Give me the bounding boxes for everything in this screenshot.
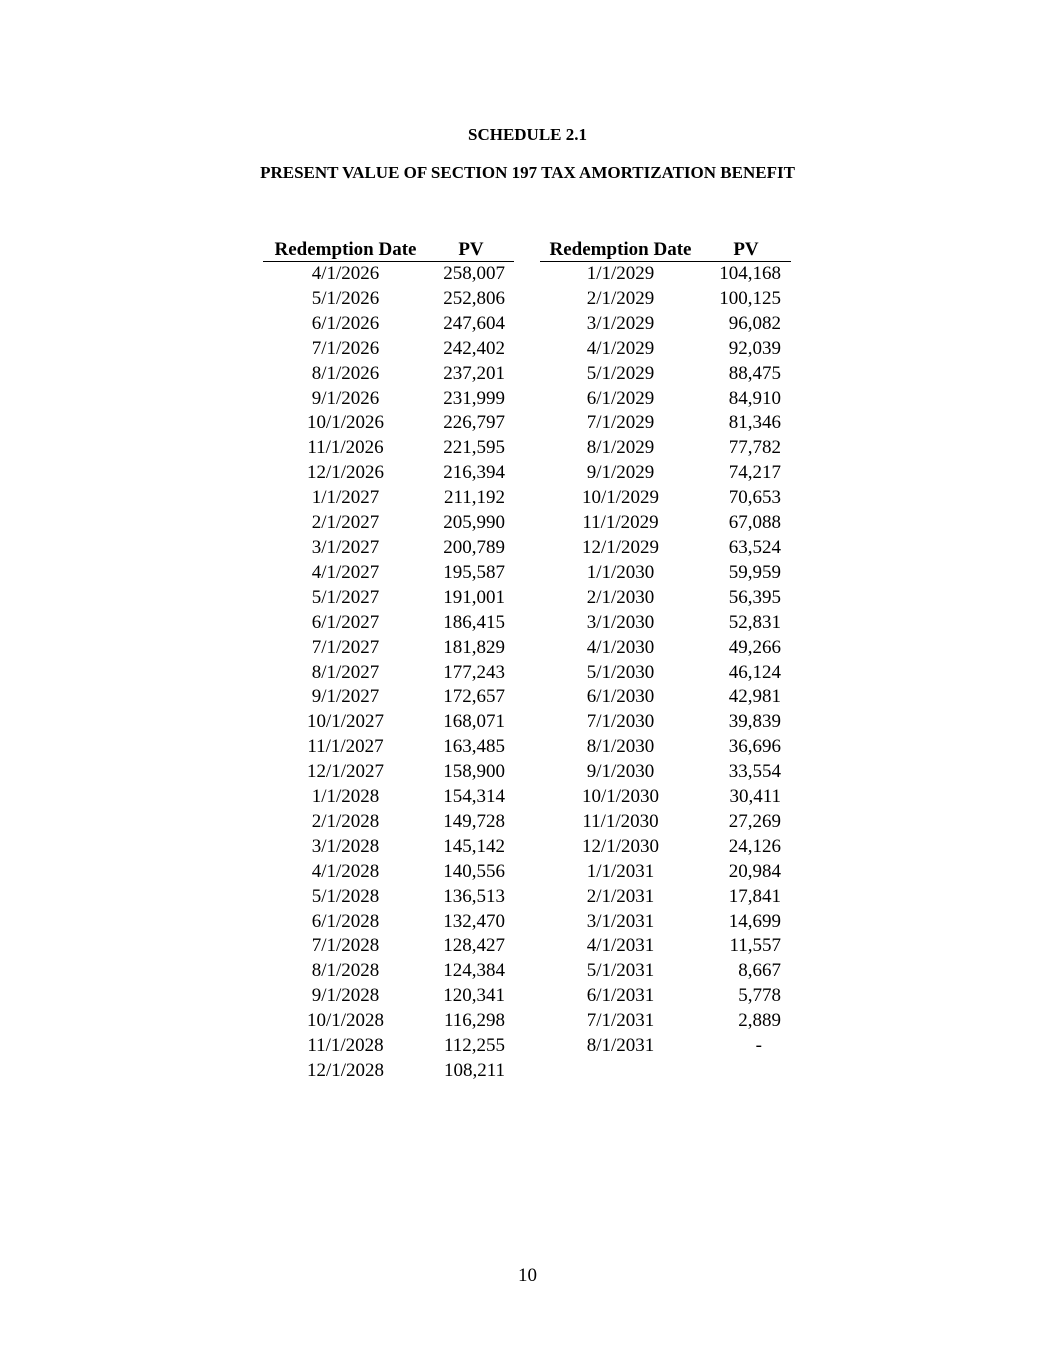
table-row: [263, 461, 514, 486]
table-row: [263, 959, 514, 984]
table-row: [263, 636, 514, 661]
redemption-date-cell: 4/1/2029: [586, 337, 655, 359]
pv-cell: 49,266: [728, 636, 781, 658]
redemption-date-cell: 9/1/2028: [311, 985, 380, 1007]
pv-table-left: [263, 238, 514, 1084]
pv-cell: 67,088: [728, 512, 781, 534]
redemption-date-cell: 9/1/2030: [586, 761, 655, 783]
table-row: [540, 984, 791, 1009]
pv-cell: 116,298: [443, 1010, 505, 1032]
table-row: [540, 611, 791, 636]
redemption-date-cell: 3/1/2027: [311, 536, 380, 558]
table-row: [263, 262, 514, 287]
redemption-date-cell: 8/1/2030: [586, 736, 655, 758]
table-row: [263, 411, 514, 436]
table-row: [263, 511, 514, 536]
pv-cell: 195,587: [443, 561, 505, 583]
table-row: [263, 337, 514, 362]
table-row: [540, 436, 791, 461]
redemption-date-cell: 2/1/2031: [586, 885, 655, 907]
pv-cell: 205,990: [443, 512, 505, 534]
pv-cell: 70,653: [728, 487, 781, 509]
table-row: [540, 561, 791, 586]
pv-table-right-body: [540, 262, 791, 1060]
table-row: [263, 1034, 514, 1059]
redemption-date-cell: 12/1/2027: [306, 761, 385, 783]
redemption-date-cell: 10/1/2026: [306, 412, 385, 434]
pv-cell: 242,402: [443, 337, 505, 359]
redemption-date-cell: 9/1/2026: [311, 387, 380, 409]
redemption-date-cell: 5/1/2029: [586, 362, 655, 384]
pv-cell: 59,959: [728, 561, 781, 583]
redemption-date-cell: 3/1/2030: [586, 611, 655, 633]
redemption-date-cell: 6/1/2027: [311, 611, 380, 633]
pv-cell: 136,513: [443, 885, 505, 907]
table-row: [263, 1009, 514, 1034]
pv-cell: 56,395: [728, 586, 781, 608]
pv-cell: 172,657: [443, 686, 505, 708]
redemption-date-cell: 8/1/2029: [586, 437, 655, 459]
redemption-date-cell: 12/1/2028: [306, 1060, 385, 1081]
table-row: [540, 536, 791, 561]
column-header-redemption-date: Redemption Date: [540, 238, 701, 262]
pv-cell: 158,900: [443, 761, 505, 783]
redemption-date-cell: 4/1/2031: [586, 935, 655, 957]
pv-cell: 181,829: [443, 636, 505, 658]
redemption-date-cell: 6/1/2031: [586, 985, 655, 1007]
pv-cell: 112,255: [443, 1035, 505, 1057]
redemption-date-cell: 6/1/2026: [311, 312, 380, 334]
pv-cell: 33,554: [728, 761, 781, 783]
pv-cell: 84,910: [728, 387, 781, 409]
table-row: [263, 984, 514, 1009]
pv-cell: 140,556: [443, 860, 505, 882]
redemption-date-cell: 2/1/2028: [311, 810, 380, 832]
redemption-date-cell: 12/1/2029: [581, 536, 660, 558]
table-row: [263, 611, 514, 636]
pv-cell: 186,415: [443, 611, 505, 633]
table-row: [540, 511, 791, 536]
redemption-date-cell: 7/1/2026: [311, 337, 380, 359]
redemption-date-cell: 11/1/2028: [307, 1035, 384, 1057]
pv-cell: 42,981: [728, 686, 781, 708]
table-row: [540, 885, 791, 910]
table-row: [263, 810, 514, 835]
redemption-date-cell: 10/1/2029: [581, 487, 660, 509]
table-row: [540, 287, 791, 312]
redemption-date-cell: 10/1/2028: [306, 1010, 385, 1032]
table-row: [540, 1009, 791, 1034]
pv-cell: 36,696: [728, 736, 781, 758]
redemption-date-cell: 1/1/2028: [311, 786, 380, 808]
redemption-date-cell: 2/1/2027: [311, 512, 380, 534]
pv-cell: 163,485: [443, 736, 505, 758]
pv-cell: 247,604: [443, 312, 505, 334]
table-row: [263, 685, 514, 710]
redemption-date-cell: 3/1/2031: [586, 910, 655, 932]
redemption-date-cell: 11/1/2026: [307, 437, 384, 459]
table-row: [263, 486, 514, 511]
redemption-date-cell: 11/1/2029: [582, 512, 659, 534]
redemption-date-cell: 10/1/2030: [581, 786, 660, 808]
pv-cell: 145,142: [443, 835, 505, 857]
table-header-row: [263, 238, 514, 262]
table-row: [540, 685, 791, 710]
pv-cell: 124,384: [443, 960, 505, 982]
table-row: [540, 312, 791, 337]
pv-cell: 100,125: [719, 287, 781, 309]
table-row: [263, 885, 514, 910]
table-row: [263, 536, 514, 561]
schedule-title: SCHEDULE 2.1: [467, 125, 588, 144]
pv-cell: 39,839: [728, 711, 781, 733]
pv-cell: 14,699: [728, 910, 781, 932]
redemption-date-cell: 3/1/2028: [311, 835, 380, 857]
pv-cell: 231,999: [443, 387, 505, 409]
pv-table-left-body: [263, 262, 514, 1084]
table-row: [540, 910, 791, 935]
table-row: [263, 436, 514, 461]
table-row: [263, 586, 514, 611]
table-row: [540, 387, 791, 412]
redemption-date-cell: 2/1/2029: [586, 287, 655, 309]
table-row: [540, 785, 791, 810]
pv-cell: 5,778: [738, 985, 781, 1007]
redemption-date-cell: 11/1/2030: [582, 810, 659, 832]
pv-cell: 191,001: [443, 586, 505, 608]
table-row: [263, 934, 514, 959]
redemption-date-cell: 5/1/2028: [311, 885, 380, 907]
table-header-row: [540, 238, 791, 262]
pv-cell: 177,243: [443, 661, 505, 683]
table-row: [540, 735, 791, 760]
pv-cell: 88,475: [728, 362, 781, 384]
pv-cell: 211,192: [443, 487, 505, 509]
pv-cell: 128,427: [443, 935, 505, 957]
table-row: [540, 636, 791, 661]
pv-cell: 120,341: [443, 985, 505, 1007]
table-row: [540, 461, 791, 486]
redemption-date-cell: 1/1/2030: [586, 561, 655, 583]
redemption-date-cell: 4/1/2028: [311, 860, 380, 882]
pv-cell: 52,831: [728, 611, 781, 633]
redemption-date-cell: 9/1/2027: [311, 686, 380, 708]
pv-cell: 221,595: [443, 437, 505, 459]
pv-cell: 24,126: [728, 835, 781, 857]
table-row: [263, 760, 514, 785]
redemption-date-cell: 5/1/2030: [586, 661, 655, 683]
pv-cell: 63,524: [728, 536, 781, 558]
redemption-date-cell: 2/1/2030: [586, 586, 655, 608]
redemption-date-cell: 5/1/2031: [586, 960, 655, 982]
pv-cell: 11,557: [729, 935, 781, 957]
pv-cell: 77,782: [728, 437, 781, 459]
table-row: [540, 411, 791, 436]
page-number: 10: [518, 1265, 537, 1286]
column-header-pv: PV: [428, 238, 514, 262]
table-row: [263, 1059, 514, 1084]
redemption-date-cell: 8/1/2028: [311, 960, 380, 982]
pv-cell: 96,082: [728, 312, 781, 334]
pv-cell: 74,217: [728, 462, 781, 484]
table-row: [540, 262, 791, 287]
redemption-date-cell: 3/1/2029: [586, 312, 655, 334]
redemption-date-cell: 5/1/2026: [311, 287, 380, 309]
redemption-date-cell: 6/1/2030: [586, 686, 655, 708]
table-row: [540, 710, 791, 735]
pv-cell: 81,346: [728, 412, 781, 434]
table-row: [263, 661, 514, 686]
pv-cell: 20,984: [728, 860, 781, 882]
column-header-redemption-date: Redemption Date: [263, 238, 428, 262]
redemption-date-cell: 6/1/2029: [586, 387, 655, 409]
table-row: [540, 661, 791, 686]
pv-cell: 92,039: [728, 337, 781, 359]
pv-table-right: [540, 238, 791, 1059]
redemption-date-cell: 1/1/2029: [586, 263, 655, 284]
table-row: [540, 810, 791, 835]
redemption-date-cell: 7/1/2030: [586, 711, 655, 733]
table-row: [540, 337, 791, 362]
redemption-date-cell: 1/1/2027: [311, 487, 380, 509]
pv-cell: 154,314: [443, 786, 505, 808]
pv-cell: 8,667: [738, 960, 781, 982]
table-row: [263, 860, 514, 885]
table-row: [540, 1034, 791, 1059]
redemption-date-cell: 1/1/2031: [586, 860, 655, 882]
table-row: [263, 835, 514, 860]
table-row: [263, 735, 514, 760]
pv-cell: 108,211: [443, 1060, 505, 1081]
redemption-date-cell: 10/1/2027: [306, 711, 385, 733]
table-row: [263, 287, 514, 312]
pv-cell: -: [755, 1035, 762, 1057]
schedule-subtitle: PRESENT VALUE OF SECTION 197 TAX AMORTIZATION BENEFIT: [260, 163, 795, 182]
pv-cell: 200,789: [443, 536, 505, 558]
redemption-date-cell: 12/1/2026: [306, 462, 385, 484]
redemption-date-cell: 7/1/2027: [311, 636, 380, 658]
pv-cell: 168,071: [443, 711, 505, 733]
table-row: [540, 835, 791, 860]
table-row: [263, 312, 514, 337]
table-row: [263, 710, 514, 735]
table-row: [263, 785, 514, 810]
table-row: [263, 362, 514, 387]
redemption-date-cell: 8/1/2026: [311, 362, 380, 384]
pv-cell: 226,797: [443, 412, 505, 434]
pv-cell: 46,124: [728, 661, 781, 683]
redemption-date-cell: 5/1/2027: [311, 586, 380, 608]
table-row: [263, 561, 514, 586]
pv-cell: 30,411: [729, 786, 781, 808]
table-row: [540, 362, 791, 387]
redemption-date-cell: 8/1/2031: [586, 1035, 655, 1057]
table-row: [540, 760, 791, 785]
table-row: [540, 934, 791, 959]
table-row: [263, 910, 514, 935]
redemption-date-cell: 9/1/2029: [586, 462, 655, 484]
pv-cell: 104,168: [719, 263, 781, 284]
pv-cell: 132,470: [443, 910, 505, 932]
redemption-date-cell: 6/1/2028: [311, 910, 380, 932]
redemption-date-cell: 4/1/2030: [586, 636, 655, 658]
redemption-date-cell: 7/1/2029: [586, 412, 655, 434]
column-header-pv: PV: [701, 238, 791, 262]
redemption-date-cell: 7/1/2031: [586, 1010, 655, 1032]
pv-cell: 252,806: [443, 287, 505, 309]
pv-cell: 17,841: [728, 885, 781, 907]
table-row: [540, 586, 791, 611]
table-row: [263, 387, 514, 412]
redemption-date-cell: 12/1/2030: [581, 835, 660, 857]
redemption-date-cell: 8/1/2027: [311, 661, 380, 683]
redemption-date-cell: 11/1/2027: [307, 736, 384, 758]
pv-cell: 2,889: [738, 1010, 781, 1032]
pv-cell: 258,007: [443, 263, 505, 284]
pv-cell: 27,269: [728, 810, 781, 832]
redemption-date-cell: 7/1/2028: [311, 935, 380, 957]
pv-cell: 237,201: [443, 362, 505, 384]
pv-cell: 216,394: [443, 462, 505, 484]
redemption-date-cell: 4/1/2026: [311, 263, 380, 284]
redemption-date-cell: 4/1/2027: [311, 561, 380, 583]
table-row: [540, 860, 791, 885]
pv-cell: 149,728: [443, 810, 505, 832]
table-row: [540, 486, 791, 511]
table-row: [540, 959, 791, 984]
